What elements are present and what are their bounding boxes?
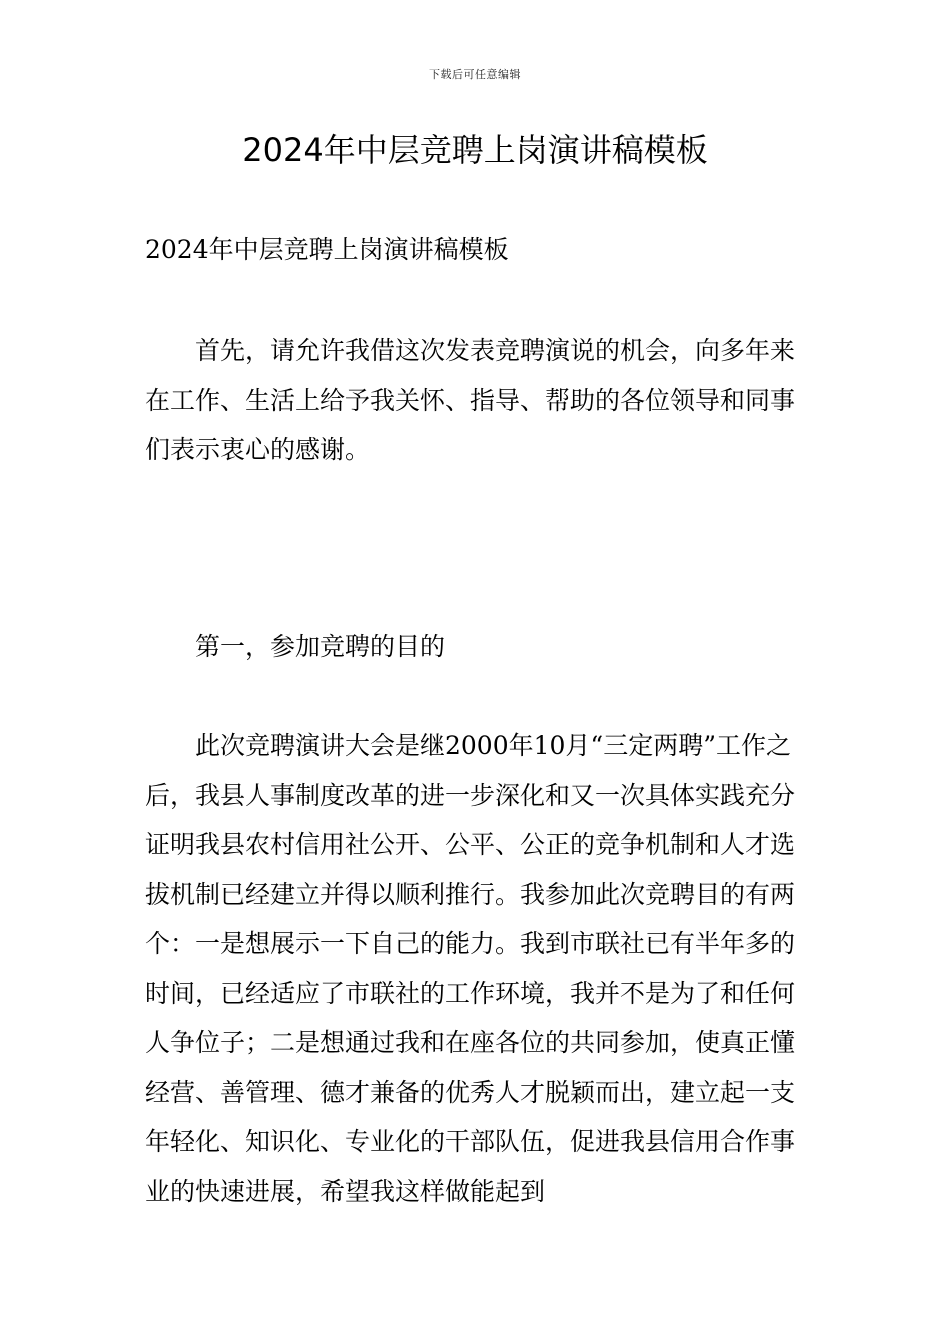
opening-paragraph-block bbox=[145, 326, 810, 475]
opening-paragraph: 首先，请允许我借这次发表竞聘演说的机会，向多年来在工作、生活上给予我关怀、指导、帮助的各位领导和同事们表示衷心的感谢。 bbox=[145, 336, 796, 464]
header-note: 下载后可任意编辑 bbox=[429, 68, 521, 81]
document-subtitle-block bbox=[145, 225, 810, 275]
body-paragraph-block bbox=[145, 721, 810, 1216]
document-subtitle: 2024年中层竞聘上岗演讲稿模板 bbox=[145, 235, 509, 264]
document-title: 2024年中层竞聘上岗演讲稿模板 bbox=[242, 131, 708, 169]
body-paragraph: 此次竞聘演讲大会是继2000年10月“三定两聘”工作之后，我县人事制度改革的进一步深化和又一次具体实践充分证明我县农村信用社公开、公平、公正的竞争机制和人才选拔机制已经建立并得以顺利推行。我参加此次竞聘目的有两个：一是想展示一下自己的能力。我到市联社已有半年多的时间，已经适应了市联社的工作环境，我并不是为了和任何人争位子；二是想通过我和在座各位的共同参加，使真正懂经营、善管理、德才兼备的优秀人才脱颖而出，建立起一支年轻化、知识化、专业化的干部队伍，促进我县信用合作事业的快速进展，希望我这样做能起到 bbox=[145, 731, 796, 1206]
section-heading: 第一，参加竞聘的目的 bbox=[195, 632, 446, 661]
section-heading-block bbox=[145, 622, 810, 672]
